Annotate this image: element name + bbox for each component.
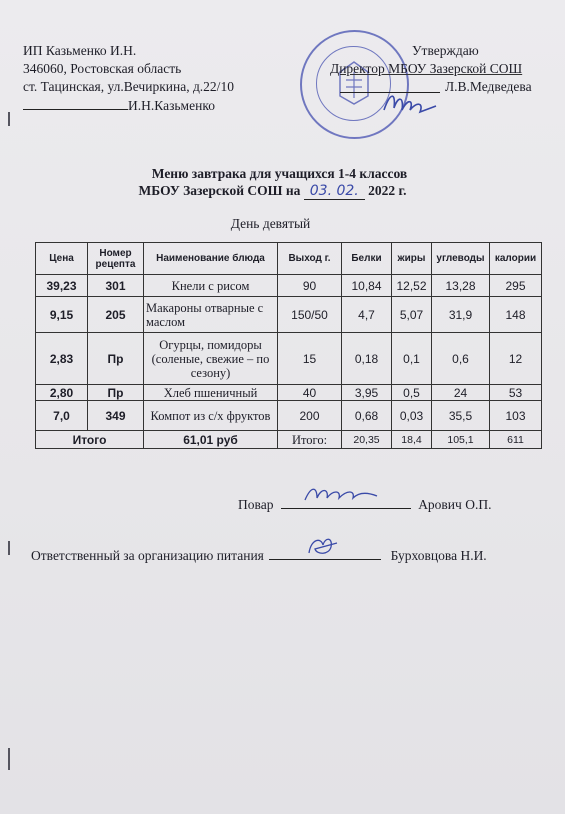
total-kcal: 611	[490, 431, 542, 449]
output-cell: 150/50	[278, 297, 342, 333]
day-label: День девятый	[230, 216, 311, 231]
header-cell: Белки	[342, 243, 392, 275]
fat-cell: 12,52	[392, 275, 432, 297]
edge-mark	[8, 112, 10, 126]
header-cell: калории	[490, 243, 542, 275]
header-cell: Номер рецепта	[88, 243, 144, 275]
price-cell: 2,80	[36, 385, 88, 401]
total-sum: 61,01 руб	[144, 431, 278, 449]
signer-left	[23, 96, 234, 115]
cook-signature	[301, 482, 381, 506]
menu-table	[35, 242, 542, 449]
carbs-cell: 13,28	[432, 275, 490, 297]
recipe-cell: 301	[88, 275, 144, 297]
signature-line	[281, 496, 411, 509]
header-cell: Цена	[36, 243, 88, 275]
menu-title-line-1: Меню завтрака для учащихся 1-4 классов	[151, 166, 408, 181]
address-line-2: ст. Тацинская, ул.Вечиркина, д.22/10	[23, 79, 234, 94]
carbs-cell: 35,5	[432, 401, 490, 431]
header-left	[23, 42, 234, 115]
address-line-1: 346060, Ростовская область	[23, 61, 182, 76]
cook-signature-block	[238, 496, 491, 513]
table-row	[36, 401, 542, 431]
approve-label: Утверждаю	[412, 43, 479, 58]
responsible-label: Ответственный за организацию питания	[31, 548, 264, 563]
org-name: ИП Казьменко И.Н.	[23, 43, 137, 58]
recipe-cell: 205	[88, 297, 144, 333]
responsible-signature-block	[31, 547, 487, 564]
header-cell: углеводы	[432, 243, 490, 275]
protein-cell: 0,18	[342, 333, 392, 385]
dish-cell: Хлеб пшеничный	[144, 385, 278, 401]
total-row	[36, 431, 542, 449]
kcal-cell: 148	[490, 297, 542, 333]
protein-cell: 10,84	[342, 275, 392, 297]
edge-mark	[8, 541, 10, 555]
dish-cell: Компот из с/х фруктов	[144, 401, 278, 431]
header-right	[330, 42, 555, 96]
signer-right-name: Л.В.Медведева	[445, 79, 532, 94]
school-name: МБОУ Зазерской СОШ на	[138, 183, 301, 198]
output-cell: 15	[278, 333, 342, 385]
recipe-cell: Пр	[88, 385, 144, 401]
fat-cell: 0,03	[392, 401, 432, 431]
total-carbs: 105,1	[432, 431, 490, 449]
protein-cell: 3,95	[342, 385, 392, 401]
responsible-signature	[303, 533, 343, 559]
carbs-cell: 0,6	[432, 333, 490, 385]
menu-title-line-2	[0, 182, 555, 200]
carbs-cell: 31,9	[432, 297, 490, 333]
kcal-cell: 295	[490, 275, 542, 297]
total-label-2: Итого:	[278, 431, 342, 449]
price-cell: 39,23	[36, 275, 88, 297]
table-row	[36, 385, 542, 401]
signature-line	[269, 547, 381, 560]
fat-cell: 0,5	[392, 385, 432, 401]
cook-label: Повар	[238, 497, 274, 512]
table-header-row	[36, 243, 542, 275]
price-cell: 2,83	[36, 333, 88, 385]
edge-mark	[8, 748, 10, 770]
table-row	[36, 275, 542, 297]
fat-cell: 0,1	[392, 333, 432, 385]
kcal-cell: 12	[490, 333, 542, 385]
year: 2022 г.	[368, 183, 407, 198]
dish-cell: Огурцы, помидоры (соленые, свежие – по сезону)	[144, 333, 278, 385]
header-cell: Наименование блюда	[144, 243, 278, 275]
table-row	[36, 297, 542, 333]
carbs-cell: 24	[432, 385, 490, 401]
kcal-cell: 103	[490, 401, 542, 431]
output-cell: 40	[278, 385, 342, 401]
director-position: Директор МБОУ Зазерской СОШ	[330, 61, 523, 76]
output-cell: 200	[278, 401, 342, 431]
protein-cell: 4,7	[342, 297, 392, 333]
total-protein: 20,35	[342, 431, 392, 449]
output-cell: 90	[278, 275, 342, 297]
director-signature	[380, 88, 440, 118]
recipe-cell: Пр	[88, 333, 144, 385]
header-cell: Выход г.	[278, 243, 342, 275]
responsible-name: Бурховцова Н.И.	[390, 548, 487, 563]
price-cell: 9,15	[36, 297, 88, 333]
total-fat: 18,4	[392, 431, 432, 449]
recipe-cell: 349	[88, 401, 144, 431]
table-row	[36, 333, 542, 385]
signer-left-name: И.Н.Казьменко	[128, 98, 215, 113]
cook-name: Арович О.П.	[418, 497, 492, 512]
fat-cell: 5,07	[392, 297, 432, 333]
signer-right	[330, 78, 555, 96]
kcal-cell: 53	[490, 385, 542, 401]
header-cell: жиры	[392, 243, 432, 275]
signature-line	[23, 96, 128, 110]
dish-cell: Макароны отварные с маслом	[144, 297, 278, 333]
price-cell: 7,0	[36, 401, 88, 431]
protein-cell: 0,68	[342, 401, 392, 431]
handwritten-date: 03. 02.	[304, 183, 365, 200]
dish-cell: Кнели с рисом	[144, 275, 278, 297]
total-label: Итого	[36, 431, 144, 449]
